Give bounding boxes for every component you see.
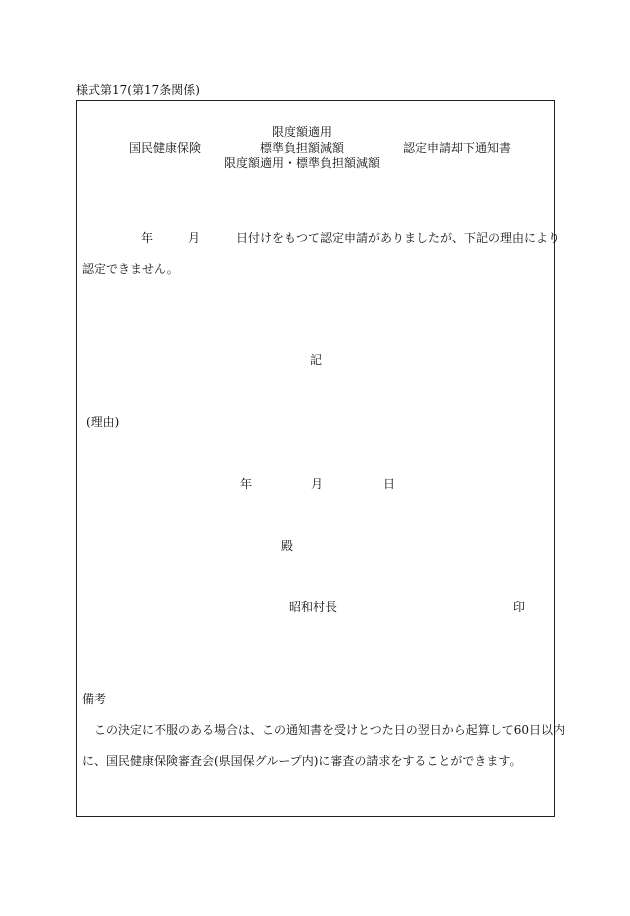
notes-line-1: この決定に不服のある場合は、この通知書を受けとつた日の翌日から起算して60日以内 <box>94 723 566 737</box>
issuer-name: 昭和村長 <box>289 600 338 614</box>
title-option-2: 標準負担額減額 <box>259 141 345 155</box>
title-option-3: 限度額適用・標準負担額減額 <box>223 156 381 170</box>
title-prefix: 国民健康保険 <box>129 141 202 155</box>
body-line-1: 日付けをもつて認定申請がありましたが、下記の理由により <box>236 231 561 245</box>
ki-heading: 記 <box>309 353 323 367</box>
issue-year-label: 年 <box>240 477 253 491</box>
application-year-label: 年 <box>141 231 154 245</box>
notes-heading: 備考 <box>82 692 107 706</box>
seal-mark: 印 <box>513 600 526 614</box>
issue-month-label: 月 <box>311 477 324 491</box>
reason-label: (理由) <box>86 415 120 429</box>
application-month-label: 月 <box>188 231 201 245</box>
body-line-2: 認定できません。 <box>82 262 179 276</box>
addressee-suffix: 殿 <box>281 539 294 553</box>
notes-line-2: に、国民健康保険審査会(県国保グループ内)に審査の請求をすることができます。 <box>82 754 522 768</box>
form-label: 様式第17(第17条関係) <box>76 83 200 97</box>
notice-frame <box>76 100 555 817</box>
title-suffix: 認定申請却下通知書 <box>403 141 512 155</box>
title-option-1: 限度額適用 <box>271 125 333 139</box>
issue-day-label: 日 <box>383 477 396 491</box>
